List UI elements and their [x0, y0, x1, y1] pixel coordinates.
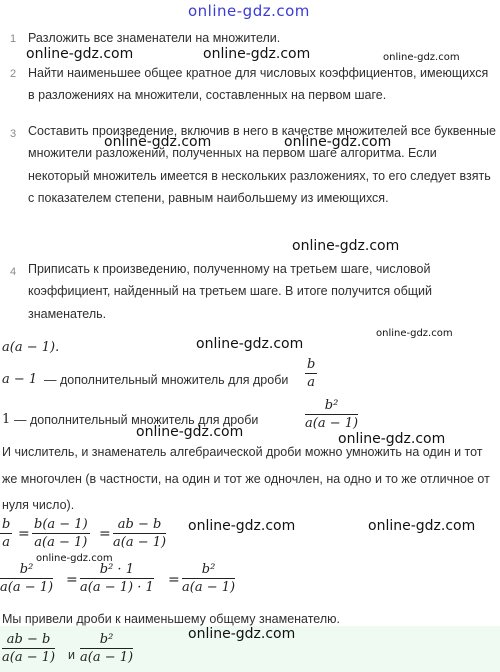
- fraction: [80, 562, 154, 595]
- numerator: ab − b: [113, 517, 166, 534]
- conclusion-text: Мы привели дроби к наименьшему общему знаменателю.: [2, 612, 340, 626]
- watermark: online-gdz.com: [338, 431, 446, 447]
- rule-paragraph: И числитель, и знаменатель алгебраической дроби можно умножить на один и тот же многочлен (в частности, на один и тот же одночлен, на одно и то же отличное от нуля число).: [2, 445, 490, 512]
- fraction: [0, 517, 12, 550]
- fraction: [2, 632, 55, 665]
- fraction: [305, 357, 317, 390]
- equals-sign: =: [66, 572, 78, 588]
- fraction: [182, 562, 235, 595]
- numerator: b(a − 1): [34, 517, 88, 532]
- watermark: online-gdz.com: [26, 46, 134, 62]
- fraction: [32, 517, 90, 550]
- denominator: a(a − 1): [113, 535, 167, 550]
- numerator: ab − b: [2, 632, 55, 649]
- numerator: b: [307, 357, 316, 372]
- watermark: online-gdz.com: [136, 424, 244, 440]
- denominator: a(a − 1): [80, 650, 134, 665]
- factor-expression: 1: [2, 412, 11, 427]
- denominator: a(a − 1): [2, 650, 56, 665]
- denominator: a(a − 1): [182, 580, 236, 595]
- watermark: online-gdz.com: [376, 328, 453, 339]
- denominator: a(a − 1) · 1: [80, 580, 154, 595]
- watermark: online-gdz.com: [196, 336, 304, 352]
- fraction: [80, 632, 133, 665]
- numerator: b²: [305, 398, 358, 415]
- common-denominator: a(a − 1).: [2, 340, 60, 355]
- step-number: 2: [10, 68, 17, 80]
- denominator: a(a − 1): [305, 416, 359, 431]
- watermark: online-gdz.com: [188, 2, 310, 20]
- equals-sign: =: [99, 526, 111, 542]
- numerator: b² · 1: [80, 562, 154, 579]
- fraction: [0, 562, 53, 595]
- step-text: Приписать к произведению, полученному на третьем шаге, числовой коэффициент, найденный на третьем шаге. В итоге получится общий знаменатель.: [28, 262, 433, 321]
- denominator: a: [2, 535, 11, 550]
- step-text: Разложить все знаменатели на множители.: [28, 31, 281, 45]
- numerator: b: [2, 517, 11, 532]
- step-text: Найти наименьшее общее кратное для числовых коэффициентов, имеющихся в разложениях на множители, составленных на первом шаге.: [28, 66, 489, 103]
- watermark: online-gdz.com: [284, 134, 392, 150]
- factor-text: — дополнительный множитель для дроби: [44, 373, 289, 387]
- watermark: online-gdz.com: [292, 238, 400, 254]
- watermark: online-gdz.com: [368, 518, 476, 534]
- watermark: online-gdz.com: [383, 52, 460, 63]
- numerator: b²: [0, 562, 53, 579]
- watermark: online-gdz.com: [104, 134, 212, 150]
- step-number: 3: [10, 128, 17, 140]
- watermark: online-gdz.com: [188, 626, 296, 642]
- step-number: 4: [10, 266, 17, 278]
- fraction: [305, 398, 358, 431]
- denominator: a(a − 1): [0, 580, 54, 595]
- denominator: a(a − 1): [34, 535, 88, 550]
- watermark: online-gdz.com: [36, 553, 113, 564]
- watermark: online-gdz.com: [203, 46, 311, 62]
- numerator: b²: [80, 632, 133, 649]
- watermark: online-gdz.com: [188, 518, 296, 534]
- equals-sign: =: [18, 526, 30, 542]
- denominator: a: [307, 375, 316, 390]
- conjunction: и: [68, 648, 75, 662]
- numerator: b²: [182, 562, 235, 579]
- step-number: 1: [10, 33, 17, 45]
- equals-sign: =: [168, 572, 180, 588]
- fraction: [113, 517, 166, 550]
- step-text: Составить произведение, включив в него в качестве множителей все буквенные множители разложений, полученных на первом шаге алгоритма. Если некоторый множитель имеется в нескольких разложениях, то его следует взять с показателем степени, равным наибольшему из имеющихся.: [28, 124, 496, 206]
- factor-text: — дополнительный множитель для дроби: [14, 413, 259, 427]
- factor-expression: a − 1: [2, 372, 38, 387]
